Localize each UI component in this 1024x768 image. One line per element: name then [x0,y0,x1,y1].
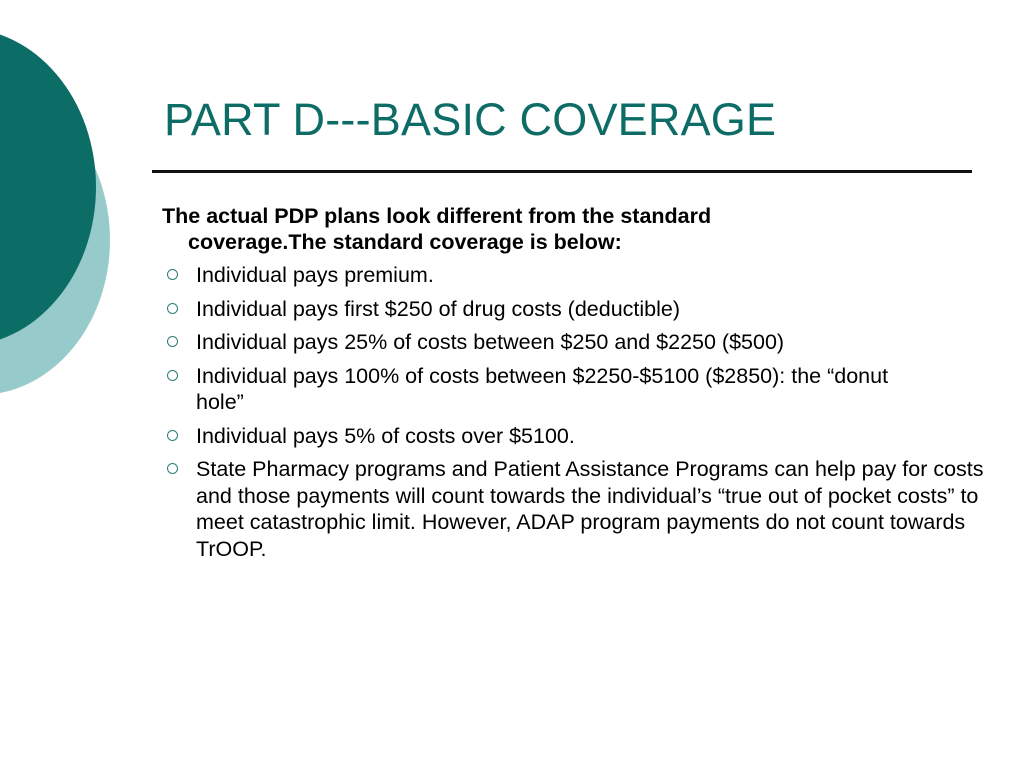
title-divider [152,170,972,173]
circle-bullet-icon [167,370,178,381]
list-item-text: Individual pays 5% of costs over $5100. [196,423,575,448]
list-item-text: State Pharmacy programs and Patient Assistance Programs can help pay for costs and those payments will count towards the individual’s “true out of pocket costs” to meet catastrophic limit. However, ADAP program payments do not count towards TrOOP. [196,457,984,561]
circle-bullet-icon [167,430,178,441]
title-block [152,92,974,148]
page-title: PART D---BASIC COVERAGE [164,94,777,145]
circle-bullet-icon [167,303,178,314]
slide-body [162,203,992,569]
list-item-text: Individual pays 25% of costs between $250 and $2250 ($500) [196,330,785,354]
list-item [162,363,916,416]
list-item [162,423,992,450]
coverage-bullet-list [162,262,992,562]
light-teal-circle [0,85,110,395]
list-item-text: Individual pays 100% of costs between $2250-$5100 ($2850): the “donut hole” [196,363,889,414]
lead-line-1: The actual PDP plans look different from the standard [162,204,712,228]
dark-teal-circle [0,28,96,346]
list-item [162,329,916,356]
list-item [162,456,1006,562]
lead-line-2: coverage.The standard coverage is below: [188,230,622,254]
circle-bullet-icon [167,463,178,474]
circle-bullet-icon [167,336,178,347]
circle-bullet-icon [167,269,178,280]
list-item [162,262,992,289]
lead-paragraph [162,203,862,255]
list-item-text: Individual pays first $250 of drug costs (deductible) [196,296,681,321]
list-item-text: Individual pays premium. [196,263,434,287]
list-item [162,296,992,323]
